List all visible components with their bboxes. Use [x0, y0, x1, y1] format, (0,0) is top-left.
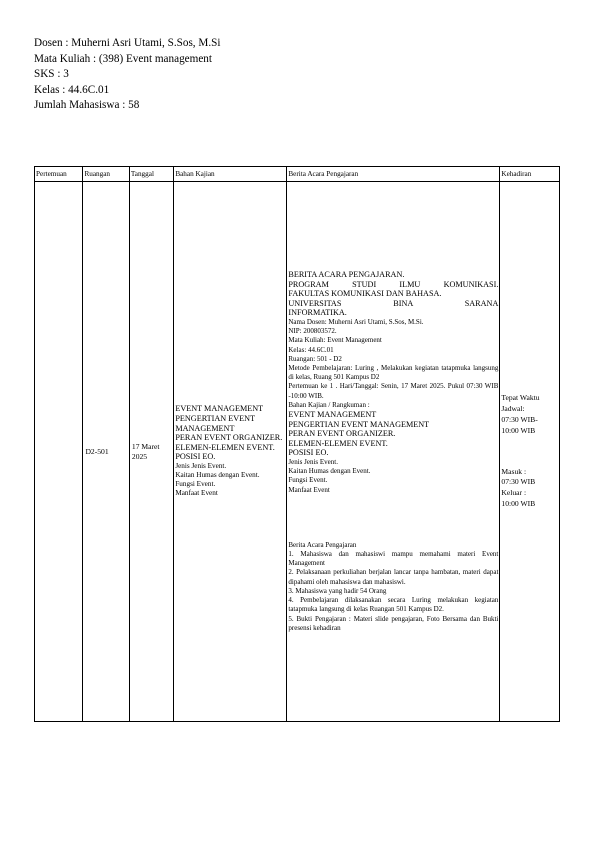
- column-header-ruangan: Ruangan: [83, 167, 129, 182]
- bahan-item: PENGERTIAN EVENT MANAGEMENT: [175, 413, 255, 433]
- cell-bahan-kajian: [174, 182, 287, 722]
- kehadiran-keluar-label: Keluar :: [501, 488, 527, 498]
- berita-program: PROGRAM STUDI ILMU KOMUNIKASI.: [288, 279, 499, 289]
- berita-pengajaran-label: Berita Acara Pengajaran: [288, 540, 357, 549]
- column-header-tanggal: Tanggal: [129, 167, 173, 182]
- berita-mata-kuliah: Mata Kuliah: Event Management: [288, 336, 382, 345]
- column-header-pertemuan: Pertemuan: [35, 167, 83, 182]
- berita-nip: NIP: 200803572.: [288, 327, 337, 336]
- kehadiran-jadwal-end: 10:00 WIB: [501, 425, 536, 435]
- bahan-item: EVENT MANAGEMENT: [175, 404, 264, 414]
- column-header-berita-acara: Berita Acara Pengajaran: [287, 167, 500, 182]
- kehadiran-masuk-label: Masuk :: [501, 466, 527, 476]
- berita-kelas: Kelas: 44.6C.01: [288, 345, 334, 354]
- berita-list-item: 2. Pelaksanaan perkuliahan berjalan lancar tanpa hambatan, materi dapat dipahami oleh mahasiswa dan mahasiswi.: [288, 568, 499, 586]
- berita-title: BERITA ACARA PENGAJARAN.: [288, 270, 405, 280]
- berita-list-item: 4. Pembelajaran dilaksanakan secara Luring melakukan kegiatan tatapmuka langsung di kelas Ruangan 501 Kampus D2.: [288, 596, 499, 614]
- berita-metode: Metode Pembelajaran: Luring , Melakukan kegiatan tatapmuka langsung di kelas, Ruang 501 Kampus D2: [288, 364, 499, 382]
- berita-list-item: 1. Mahasiswa dan mahasiswi mampu memahami materi Event Management: [288, 550, 499, 568]
- student-count-line: Jumlah Mahasiswa : 58: [34, 99, 140, 112]
- bahan-item: POSISI EO.: [175, 452, 216, 462]
- berita-bahan-item: POSISI EO.: [288, 448, 329, 458]
- berita-list-item: 5. Bukti Pengajaran : Materi slide pengajaran, Foto Bersama dan Bukti presensi kehadiran: [288, 614, 499, 632]
- bahan-item: Manfaat Event: [175, 489, 218, 498]
- kehadiran-keluar-time: 10:00 WIB: [501, 498, 536, 508]
- berita-bahan-label: Bahan Kajian / Rangkuman :: [288, 400, 370, 409]
- berita-pertemuan: Pertemuan ke 1 . Hari/Tanggal: Senin, 17 Maret 2025. Pukul 07:30 WIB -10:00 WIB.: [288, 382, 499, 400]
- berita-bahan-item: Jenis Jenis Event.: [288, 458, 338, 467]
- bahan-item: PERAN EVENT ORGANIZER.: [175, 433, 283, 443]
- berita-fakultas: FAKULTAS KOMUNIKASI DAN BAHASA.: [288, 289, 442, 299]
- bahan-item: Kaitan Humas dengan Event.: [175, 471, 260, 480]
- bahan-item: Jenis Jenis Event.: [175, 461, 227, 470]
- column-header-bahan-kajian: Bahan Kajian: [174, 167, 287, 182]
- berita-bahan-item: EVENT MANAGEMENT: [288, 410, 377, 420]
- lecturer-line: Dosen : Muherni Asri Utami, S.Sos, M.Si: [34, 37, 221, 49]
- berita-nama-dosen: Nama Dosen: Muherni Asri Utami, S.Sos, M.Si.: [288, 318, 424, 327]
- table-row: [35, 182, 560, 722]
- class-line: Kelas : 44.6C.01: [34, 83, 110, 96]
- document-header: [34, 36, 220, 114]
- berita-list-item: 3. Mahasiswa yang hadir 54 Orang: [288, 586, 387, 595]
- berita-ruangan: Ruangan: 501 - D2: [288, 354, 342, 363]
- berita-universitas-cont: INFORMATIKA.: [288, 308, 347, 318]
- cell-ruangan: D2-501: [83, 182, 129, 722]
- berita-universitas: UNIVERSITAS BINA SARANA: [288, 298, 499, 308]
- bahan-item: ELEMEN-ELEMEN EVENT.: [175, 442, 275, 452]
- teaching-journal-table: [34, 166, 560, 722]
- berita-bahan-item: ELEMEN-ELEMEN EVENT.: [288, 438, 388, 448]
- bahan-item: Fungsi Event.: [175, 480, 216, 489]
- table-header-row: [35, 167, 560, 182]
- cell-tanggal: 17 Maret 2025: [129, 182, 173, 722]
- berita-bahan-item: Kaitan Humas dengan Event.: [288, 467, 371, 476]
- column-header-kehadiran: Kehadiran: [500, 167, 560, 182]
- cell-kehadiran: [500, 182, 560, 722]
- berita-bahan-item: Manfaat Event: [288, 485, 330, 494]
- cell-pertemuan: [35, 182, 83, 722]
- kehadiran-status: Tepat Waktu: [501, 393, 540, 403]
- berita-bahan-item: PERAN EVENT ORGANIZER.: [288, 429, 396, 439]
- berita-bahan-item: PENGERTIAN EVENT MANAGEMENT: [288, 419, 430, 429]
- cell-berita-acara: [287, 182, 500, 722]
- berita-bahan-item: Fungsi Event.: [288, 476, 328, 485]
- kehadiran-masuk-time: 07:30 WIB: [501, 477, 536, 487]
- kehadiran-jadwal-label: Jadwal:: [501, 404, 525, 414]
- credits-line: SKS : 3: [34, 68, 69, 81]
- course-line: Mata Kuliah : (398) Event management: [34, 52, 213, 65]
- kehadiran-jadwal-start: 07:30 WIB-: [501, 414, 538, 424]
